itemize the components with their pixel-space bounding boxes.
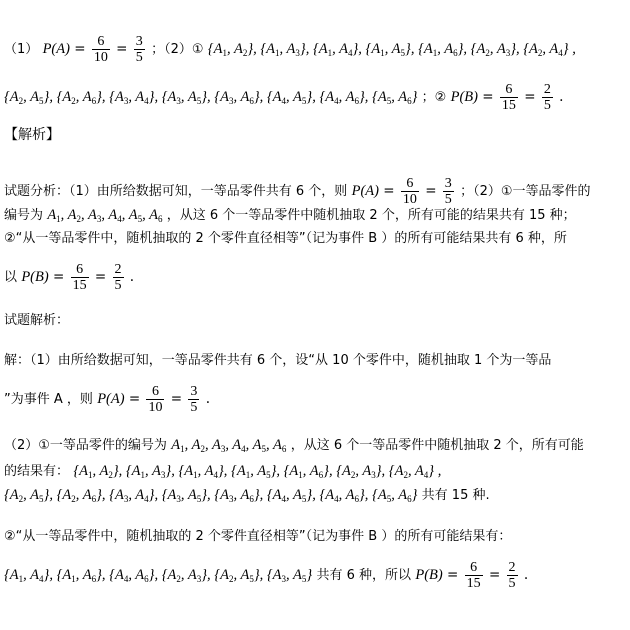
prob-a-symbol: P(A) [351,183,379,199]
prob-b-symbol: P(B) [415,567,443,583]
fraction: $\frac{6}{15}$ [72,262,87,293]
part-number-list: $A_1$, $A_2$, $A_3$, $A_4$, $A_5$, $A_6$ [47,207,163,224]
solution-line-7: {$A_1$, $A_4$}, {$A_1$, $A_6$}, {$A_4$, $A_6$}, {$A_2$, $A_3$}, {$A_2$, $A_5$}, {$A_3$, $A_5$} 共有 6 种，所以 P(B) = $\frac{6}{15}$ = $\frac{2}{5}$ . [4,560,529,591]
analysis-line-3: ②“从一等品零件中，随机抽取的 2 个零件直径相等”（记为事件 B ）的所有可能结果共有 6 种，所 [4,231,567,246]
prob-a-symbol: P(A) [42,41,70,57]
part-number-list: $A_1$, $A_2$, $A_3$, $A_4$, $A_5$, $A_6$ [171,437,287,454]
fraction: $\frac{6}{15}$ [501,82,516,113]
fraction: $\frac{6}{15}$ [466,560,481,591]
equals-sign: = [524,89,536,105]
solution-line-6: ②“从一等品零件中，随机抽取的 2 个零件直径相等”（记为事件 B ）的所有可能结果有： [4,529,512,544]
answer-line-1 [4,34,576,65]
fraction: $\frac{2}{5}$ [508,560,516,591]
answer-part1-label: （1） [4,42,39,57]
separator: ；② [421,90,447,105]
prob-b-symbol: P(B) [450,89,478,105]
analysis-heading: 【解析】 [4,127,60,143]
solution-line-2: ”为事件 A ，则 P(A) = $\frac{6}{10}$ = $\frac{3}{5}$ . [4,384,210,415]
fraction: $\frac{2}{5}$ [114,262,122,293]
equals-sign: = [116,41,128,57]
solution-heading: 试题解析： [4,313,70,328]
fraction: $\frac{3}{5}$ [135,34,143,65]
outcome-set-list: {$A_2$, $A_5$}, {$A_2$, $A_6$}, {$A_3$, $A_4$}, {$A_3$, $A_5$}, {$A_3$, $A_6$}, {$A_4$, $A_5$}, {$A_4$, $A_6$}, {$A_5$, $A_6$} [4,487,418,504]
analysis-line-1: 试题分析：（1）由所给数据可知，一等品零件共有 6 个，则 P(A) = $\frac{6}{10}$ = $\frac{3}{5}$ ；（2）①一等品零件的 [4,176,591,207]
prob-b-symbol: P(B) [21,269,49,285]
fraction: $\frac{6}{10}$ [93,34,108,65]
fraction: $\frac{2}{5}$ [543,82,551,113]
solution-line-1: 解：（1）由所给数据可知，一等品零件共有 6 个，设“从 10 个零件中，随机抽取 1 个为一等品 [4,353,552,368]
solution-line-4: 的结果有： {$A_1$, $A_2$}, {$A_1$, $A_3$}, {$A_1$, $A_4$}, {$A_1$, $A_5$}, {$A_1$, $A_6$}, {$A_2$, $A_3$}, {$A_2$, $A_4$} , [4,463,442,480]
equal-diameter-set-list: {$A_1$, $A_4$}, {$A_1$, $A_6$}, {$A_4$, $A_6$}, {$A_2$, $A_3$}, {$A_2$, $A_5$}, {$A_3$, $A_5$} [4,567,313,584]
equals-sign: = [74,41,86,57]
fraction: $\frac{3}{5}$ [444,176,452,207]
fraction: $\frac{6}{10}$ [402,176,417,207]
analysis-line-2: 编号为 $A_1$, $A_2$, $A_3$, $A_4$, $A_5$, $A_6$ ，从这 6 个一等品零件中随机抽取 2 个，所有可能的结果共有 15 种； [4,207,576,224]
separator: ；（2）① [151,42,204,57]
outcome-set-list: {$A_1$, $A_2$}, {$A_1$, $A_3$}, {$A_1$, $A_4$}, {$A_1$, $A_5$}, {$A_1$, $A_6$}, {$A_2$, $A_3$}, {$A_2$, $A_4$} , [73,463,442,480]
fraction: $\frac{6}{10}$ [148,384,163,415]
fraction: $\frac{3}{5}$ [190,384,198,415]
outcome-set-list: {$A_1$, $A_2$}, {$A_1$, $A_3$}, {$A_1$, $A_4$}, {$A_1$, $A_5$}, {$A_1$, $A_6$}, {$A_2$, $A_3$}, {$A_2$, $A_4$} , [207,41,576,58]
solution-line-5: {$A_2$, $A_5$}, {$A_2$, $A_6$}, {$A_3$, $A_4$}, {$A_3$, $A_5$}, {$A_3$, $A_6$}, {$A_4$, $A_5$}, {$A_4$, $A_6$}, {$A_5$, $A_6$} 共有 15 种. [4,487,490,504]
period: . [559,89,564,105]
outcome-set-list: {$A_2$, $A_5$}, {$A_2$, $A_6$}, {$A_3$, $A_4$}, {$A_3$, $A_5$}, {$A_3$, $A_6$}, {$A_4$, $A_5$}, {$A_4$, $A_6$}, {$A_5$, $A_6$} [4,89,418,106]
analysis-line-4: 以 P(B) = $\frac{6}{15}$ = $\frac{2}{5}$ . [4,262,135,293]
equals-sign: = [482,89,494,105]
prob-a-symbol: P(A) [97,391,125,407]
answer-line-2 [4,82,563,113]
solution-line-3: （2）①一等品零件的编号为 $A_1$, $A_2$, $A_3$, $A_4$, $A_5$, $A_6$ ，从这 6 个一等品零件中随机抽取 2 个，所有可能 [4,437,584,454]
